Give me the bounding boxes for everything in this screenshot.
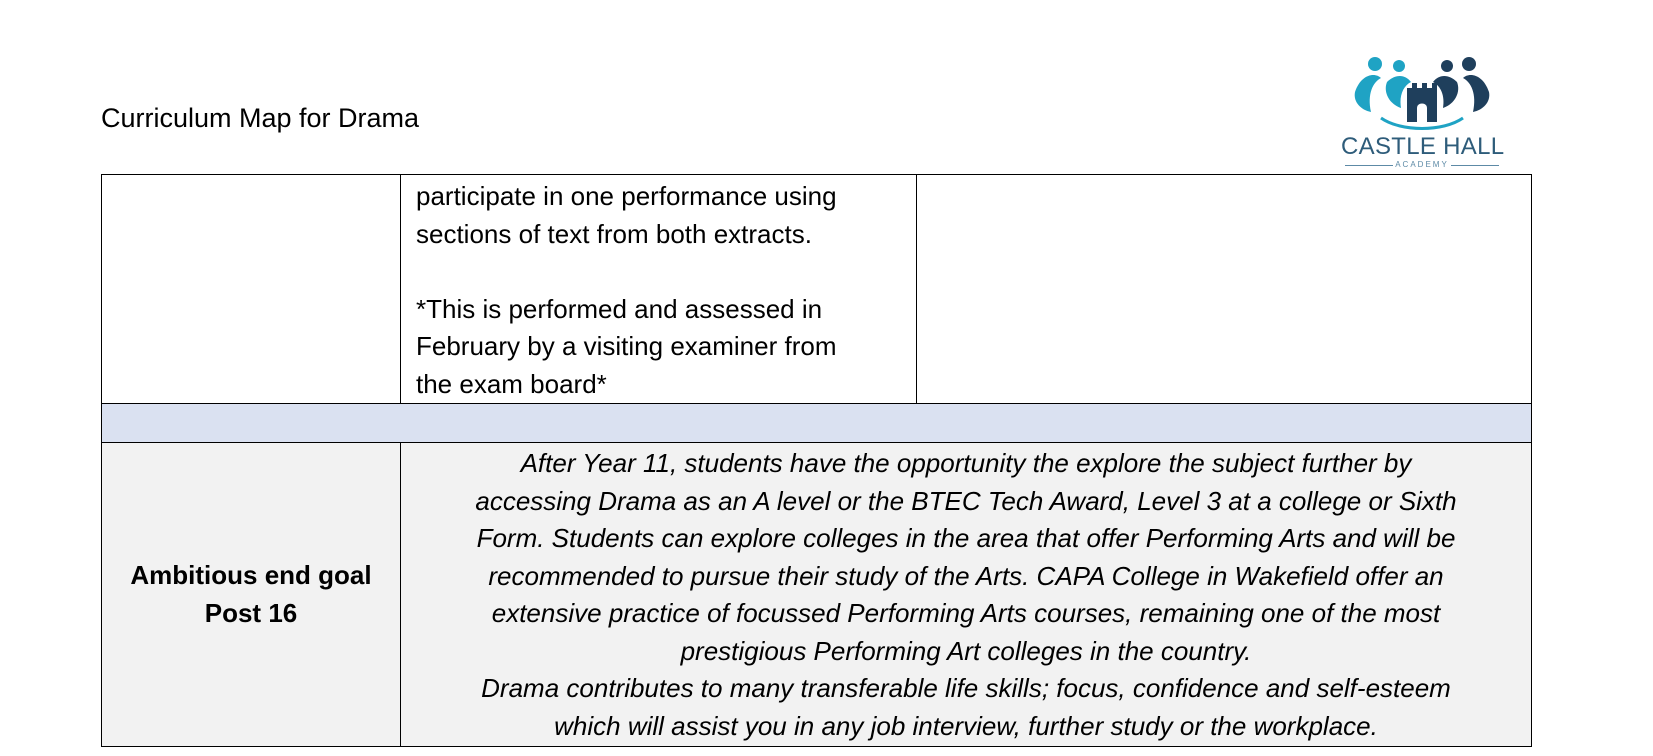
end-goal-label: Ambitious end goal: [130, 560, 372, 590]
goal-line: prestigious Performing Art colleges in the country.: [680, 635, 1252, 666]
assessment-line: participate in one performance using: [416, 181, 837, 211]
goal-line: extensive practice of focussed Performing Arts courses, remaining one of the most: [491, 598, 1441, 628]
curriculum-table: [101, 174, 1532, 747]
end-goal-label: Post 16: [204, 597, 298, 628]
assessment-note-line: the exam board*: [416, 368, 607, 399]
goal-line: recommended to pursue their study of the Arts. CAPA College in Wakefield offer an: [488, 560, 1444, 591]
goal-line: which will assist you in any job interview, further study or the workplace.: [554, 710, 1378, 741]
assessment-cell: [401, 175, 917, 404]
goal-line: After Year 11, students have the opportunity the explore the subject further by: [520, 448, 1412, 478]
assessment-note-line: February by a visiting examiner from: [416, 331, 837, 361]
table-row: [102, 443, 1532, 747]
goal-line: Form. Students can explore colleges in the area that offer Performing Arts and will be: [476, 523, 1456, 553]
logo-name: CASTLE HALL: [1341, 133, 1505, 160]
logo-rule-right: [1451, 165, 1499, 166]
empty-cell: [917, 175, 1532, 404]
page-title: Curriculum Map for Drama: [101, 103, 420, 133]
castle-hall-emblem-icon: [1341, 52, 1503, 134]
table-row: [102, 175, 1532, 404]
castle-hall-logo: [1341, 52, 1503, 172]
goal-line: accessing Drama as an A level or the BTEC Tech Award, Level 3 at a college or Sixth: [475, 485, 1457, 516]
divider-cell: [102, 404, 1532, 443]
divider-row: [102, 404, 1532, 443]
assessment-note-line: *This is performed and assessed in: [416, 293, 823, 324]
logo-subtitle: ACADEMY: [1395, 160, 1449, 169]
assessment-line: sections of text from both extracts.: [416, 218, 812, 249]
end-goal-label-cell: [102, 443, 401, 747]
goal-line: Drama contributes to many transferable life skills; focus, confidence and self-esteem: [481, 673, 1451, 703]
end-goal-text-cell: [401, 443, 1532, 747]
empty-label-cell: [102, 175, 401, 404]
